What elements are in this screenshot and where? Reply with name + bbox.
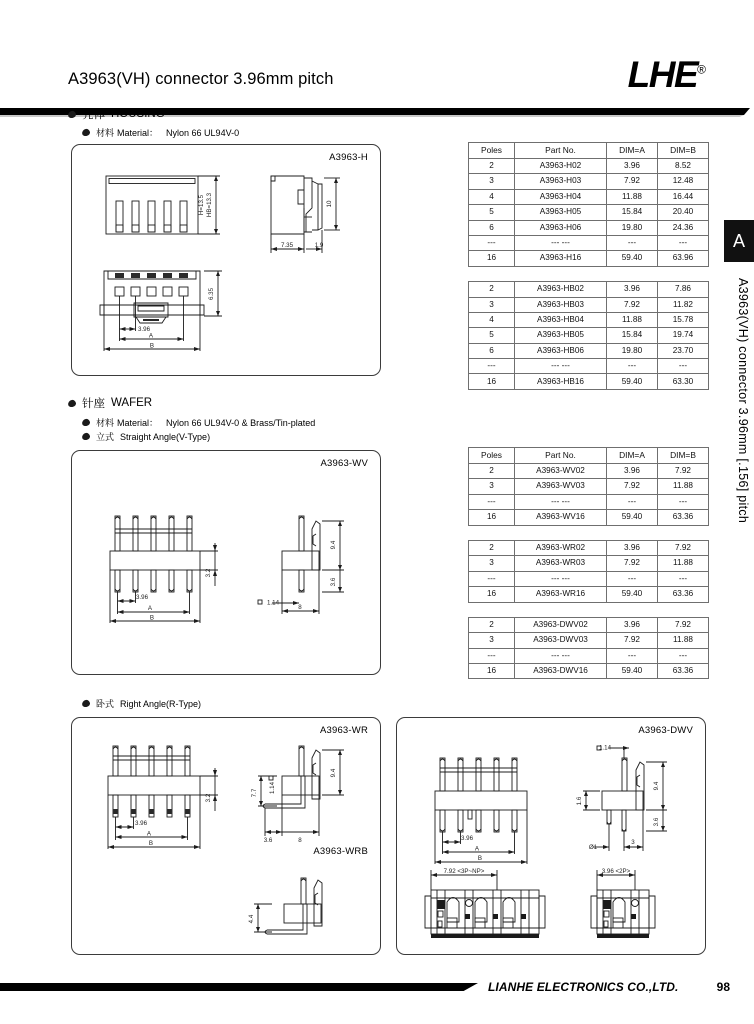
cell-dima: 3.96: [607, 282, 658, 297]
cell-partno: --- ---: [515, 648, 607, 663]
wafer-title-en: WAFER: [111, 397, 153, 409]
table-row: [469, 282, 709, 297]
cell-dimb: 7.92: [658, 617, 709, 632]
wafer-wv-drawing: [72, 451, 380, 674]
cell-dima: 3.96: [607, 464, 658, 479]
footer-company: LIANHE ELECTRONICS CO.,LTD.: [488, 980, 679, 994]
cell-partno: --- ---: [515, 494, 607, 509]
cell-partno: A3963-HB04: [515, 312, 607, 327]
dim-a: A: [147, 605, 153, 612]
cell-partno: A3963-H03: [515, 174, 607, 189]
cell-dimb: ---: [658, 494, 709, 509]
cell-dima: 7.92: [607, 633, 658, 648]
cell-dima: 59.40: [607, 587, 658, 602]
dim-pin-h: 9.4: [330, 540, 337, 550]
cell-dimb: 11.82: [658, 297, 709, 312]
bullet-icon: [67, 399, 76, 408]
dim-b: B: [477, 855, 483, 862]
table-row: [469, 664, 709, 679]
cell-poles: ---: [469, 648, 515, 663]
cell-dimb: 63.36: [658, 587, 709, 602]
table-row: [469, 571, 709, 586]
cell-poles: 16: [469, 251, 515, 266]
cell-dimb: 11.88: [658, 556, 709, 571]
table-header-row: [469, 143, 709, 159]
cell-partno: A3963-WV16: [515, 510, 607, 525]
dim-pitch: 3.96: [135, 594, 149, 601]
cell-partno: A3963-HB03: [515, 297, 607, 312]
col-partno: Part No.: [515, 448, 607, 464]
col-dima: DIM=A: [607, 143, 658, 159]
cell-poles: ---: [469, 359, 515, 374]
wafer-dwv-drawing-panel: [396, 717, 706, 955]
cell-poles: 2: [469, 464, 515, 479]
wafer-wv-part-label: A3963-WV: [320, 458, 368, 469]
cell-dima: ---: [607, 494, 658, 509]
cell-dima: ---: [607, 648, 658, 663]
dim-side-w2: 1.9: [314, 242, 324, 249]
wafer-wr-drawing-panel: [71, 717, 381, 955]
table-row: [469, 328, 709, 343]
right-angle-type-cn: 卧式: [96, 699, 115, 709]
cell-poles: 2: [469, 540, 515, 555]
table-row: [469, 494, 709, 509]
dim-offset-v: 1.6: [576, 796, 583, 806]
col-partno: Part No.: [515, 143, 607, 159]
cell-poles: 3: [469, 556, 515, 571]
cell-partno: A3963-HB06: [515, 343, 607, 358]
cell-poles: 5: [469, 205, 515, 220]
cell-partno: --- ---: [515, 359, 607, 374]
cell-partno: A3963-HB05: [515, 328, 607, 343]
table-row: [469, 648, 709, 663]
wafer-material-label-cn: 材料: [96, 418, 115, 428]
table-group-gap: [469, 266, 709, 281]
cell-dima: 11.88: [607, 189, 658, 204]
cell-poles: 16: [469, 664, 515, 679]
cell-dimb: 20.40: [658, 205, 709, 220]
dim-pin-sq: 1.14: [598, 744, 612, 752]
cell-dimb: 63.36: [658, 510, 709, 525]
cell-partno: A3963-H06: [515, 220, 607, 235]
table-row: [469, 189, 709, 204]
cell-poles: 3: [469, 174, 515, 189]
cell-dimb: 11.88: [658, 479, 709, 494]
wafer-table-body: [469, 464, 709, 679]
housing-material: [82, 126, 239, 139]
table-row: [469, 312, 709, 327]
col-poles: Poles: [469, 143, 515, 159]
housing-drawing-panel: [71, 144, 381, 376]
wafer-wv-drawing-panel: [71, 450, 381, 675]
table-row: [469, 220, 709, 235]
cell-dima: 19.80: [607, 343, 658, 358]
dim-pin-h: 9.4: [330, 768, 337, 778]
cell-partno: A3963-WV03: [515, 479, 607, 494]
registered-mark-icon: ®: [697, 62, 706, 77]
housing-material-label-en: Material：: [117, 128, 159, 138]
dim-body-h: 3.2: [205, 568, 212, 578]
cell-dima: 59.40: [607, 251, 658, 266]
wafer-heading: [68, 395, 152, 411]
table-row: [469, 617, 709, 632]
table-row: [469, 297, 709, 312]
cell-dimb: ---: [658, 571, 709, 586]
dim-depth: 8: [298, 604, 302, 611]
cell-poles: 2: [469, 617, 515, 632]
cell-dimb: 12.48: [658, 174, 709, 189]
table-row: [469, 587, 709, 602]
cell-dimb: ---: [658, 235, 709, 250]
footer-divider: [0, 983, 478, 991]
cell-partno: A3963-H02: [515, 159, 607, 174]
cell-dima: 3.96: [607, 159, 658, 174]
cell-dima: ---: [607, 235, 658, 250]
cell-partno: A3963-HB02: [515, 282, 607, 297]
cell-poles: 5: [469, 328, 515, 343]
wafer-dwv-part-label: A3963-DWV: [638, 725, 693, 736]
wafer-wrb-part-label: A3963-WRB: [313, 846, 368, 857]
cell-dimb: 63.36: [658, 664, 709, 679]
bullet-icon: [81, 418, 90, 427]
table-row: [469, 205, 709, 220]
housing-part-label: A3963-H: [329, 152, 368, 163]
cell-partno: A3963-WR16: [515, 587, 607, 602]
wafer-material-value: Nylon 66 UL94V-0 & Brass/Tin-plated: [166, 417, 316, 428]
cell-dima: 7.92: [607, 174, 658, 189]
dim-bottom-height: 6.35: [208, 287, 215, 301]
wafer-table-wrap: [468, 447, 709, 679]
dim-offset: 3.6: [263, 837, 273, 844]
cell-partno: A3963-DWV03: [515, 633, 607, 648]
dim-a: A: [474, 845, 480, 853]
cell-dima: 7.92: [607, 297, 658, 312]
dim-b: B: [148, 840, 154, 847]
housing-table-wrap: [468, 142, 709, 390]
wafer-material-label-en: Material：: [117, 418, 159, 428]
cell-dimb: ---: [658, 648, 709, 663]
wafer-spec-table: [468, 447, 709, 679]
cell-dima: 59.40: [607, 510, 658, 525]
dim-pin-sq: 1.14: [269, 781, 276, 795]
dim-side-w1: 7.35: [280, 242, 294, 249]
table-row: [469, 374, 709, 389]
cell-dimb: 63.96: [658, 251, 709, 266]
cell-poles: ---: [469, 494, 515, 509]
cell-dimb: ---: [658, 359, 709, 374]
wafer-material: [82, 416, 315, 429]
cell-dimb: 7.92: [658, 464, 709, 479]
wafer-wr-part-label: A3963-WR: [319, 725, 368, 736]
table-row: [469, 464, 709, 479]
table-row: [469, 633, 709, 648]
dim-wrb-h: 4.4: [248, 914, 255, 924]
col-dima: DIM=A: [607, 448, 658, 464]
cell-partno: A3963-WV02: [515, 464, 607, 479]
bullet-icon: [81, 699, 90, 708]
dim-a: A: [146, 830, 152, 838]
table-header-row: [469, 448, 709, 464]
dim-h: H=13.5: [198, 194, 205, 216]
cell-partno: A3963-WR02: [515, 540, 607, 555]
cell-poles: 4: [469, 312, 515, 327]
cell-dimb: 63.30: [658, 374, 709, 389]
dim-pin-sq: 1.14: [266, 599, 280, 607]
wafer-type-straight: [82, 430, 210, 443]
dim-stand: 7.7: [251, 788, 258, 798]
cell-partno: A3963-DWV02: [515, 617, 607, 632]
dim-depth: 3: [631, 839, 635, 846]
cell-dima: 59.40: [607, 374, 658, 389]
right-angle-heading: [82, 697, 201, 710]
cell-dimb: 7.92: [658, 540, 709, 555]
wafer-type-v-cn: 立式: [96, 432, 115, 442]
cell-poles: 2: [469, 282, 515, 297]
table-row: [469, 556, 709, 571]
housing-spec-table: [468, 142, 709, 390]
page-title: A3963(VH) connector 3.96mm pitch: [68, 70, 334, 88]
cell-partno: A3963-DWV16: [515, 664, 607, 679]
dim-depth: 8: [298, 837, 302, 844]
cell-poles: 16: [469, 374, 515, 389]
bullet-icon: [67, 110, 76, 119]
cell-poles: ---: [469, 571, 515, 586]
cell-partno: --- ---: [515, 235, 607, 250]
col-poles: Poles: [469, 448, 515, 464]
cell-dima: 15.84: [607, 328, 658, 343]
col-dimb: DIM=B: [658, 143, 709, 159]
cell-dimb: 8.52: [658, 159, 709, 174]
cell-poles: ---: [469, 235, 515, 250]
cell-dimb: 7.86: [658, 282, 709, 297]
cell-dimb: 23.70: [658, 343, 709, 358]
right-angle-type-en: Right Angle(R-Type): [120, 698, 202, 709]
cell-poles: 6: [469, 220, 515, 235]
cell-dima: 11.88: [607, 312, 658, 327]
cell-partno: A3963-HB16: [515, 374, 607, 389]
dim-pitch: 3.96: [137, 326, 151, 333]
dim-pin-h: 9.4: [653, 781, 660, 791]
table-row: [469, 510, 709, 525]
cell-dima: ---: [607, 571, 658, 586]
cell-poles: 6: [469, 343, 515, 358]
housing-material-label-cn: 材料: [96, 128, 115, 138]
table-row: [469, 359, 709, 374]
cell-poles: 16: [469, 587, 515, 602]
cell-poles: 2: [469, 159, 515, 174]
cell-dima: 3.96: [607, 540, 658, 555]
cell-dimb: 19.74: [658, 328, 709, 343]
table-row: [469, 251, 709, 266]
table-row: [469, 540, 709, 555]
dim-pin-low: 3.6: [330, 577, 337, 587]
wafer-wr-drawing: [72, 718, 380, 954]
housing-title-cn: 壳体: [82, 109, 105, 121]
company-logo: [628, 56, 706, 93]
cell-poles: 3: [469, 633, 515, 648]
wafer-dwv-drawing: [397, 718, 705, 954]
wafer-type-v-en: Straight Angle(V-Type): [120, 431, 211, 442]
cell-dimb: 15.78: [658, 312, 709, 327]
table-row: [469, 159, 709, 174]
cell-partno: A3963-H04: [515, 189, 607, 204]
cell-partno: A3963-H05: [515, 205, 607, 220]
dim-bottom-multi: 7.92 <3P~NP>: [443, 868, 485, 875]
dim-a: A: [148, 332, 154, 340]
housing-table-body: [469, 159, 709, 390]
dim-side-height: 10: [326, 200, 333, 208]
table-row: [469, 235, 709, 250]
wafer-title-cn: 针座: [82, 398, 105, 410]
dim-pin-low: 3.6: [653, 817, 660, 827]
cell-dima: ---: [607, 359, 658, 374]
dim-hole-dia: Ø1: [588, 844, 598, 851]
cell-dimb: 16.44: [658, 189, 709, 204]
table-row: [469, 343, 709, 358]
cell-partno: A3963-WR03: [515, 556, 607, 571]
table-group-gap: [469, 602, 709, 617]
dim-hb: HB=13.3: [206, 192, 213, 218]
cell-partno: A3963-H16: [515, 251, 607, 266]
housing-title-en: HOUSING: [111, 108, 165, 120]
housing-heading: [68, 106, 165, 122]
cell-dima: 59.40: [607, 664, 658, 679]
tab-letter: A: [732, 230, 745, 251]
cell-partno: --- ---: [515, 571, 607, 586]
bullet-icon: [81, 432, 90, 441]
cell-dima: 3.96: [607, 617, 658, 632]
dim-b: B: [149, 614, 155, 622]
bullet-icon: [81, 128, 90, 137]
sidebar-section-text: A3963(VH) connector 3.96mm [.156] pitch: [736, 278, 750, 524]
cell-dima: 7.92: [607, 479, 658, 494]
table-row: [469, 479, 709, 494]
cell-dima: 7.92: [607, 556, 658, 571]
cell-poles: 3: [469, 479, 515, 494]
dim-pitch: 3.96: [460, 835, 474, 842]
cell-dimb: 11.88: [658, 633, 709, 648]
cell-dima: 19.80: [607, 220, 658, 235]
dim-pitch: 3.96: [134, 820, 148, 827]
cell-dima: 15.84: [607, 205, 658, 220]
logo-text: LHE: [627, 54, 698, 95]
cell-poles: 4: [469, 189, 515, 204]
footer-page-number: 98: [716, 980, 730, 994]
dim-bottom-two: 3.96 <2P>: [601, 868, 631, 875]
cell-poles: 3: [469, 297, 515, 312]
housing-drawing: [72, 145, 380, 375]
table-row: [469, 174, 709, 189]
section-tab-a[interactable]: [724, 220, 754, 262]
housing-material-value: Nylon 66 UL94V-0: [166, 127, 240, 138]
dim-body-h: 3.2: [205, 793, 212, 803]
page-header: [0, 28, 754, 95]
col-dimb: DIM=B: [658, 448, 709, 464]
cell-dimb: 24.36: [658, 220, 709, 235]
cell-poles: 16: [469, 510, 515, 525]
table-group-gap: [469, 525, 709, 540]
dim-b: B: [149, 342, 155, 350]
